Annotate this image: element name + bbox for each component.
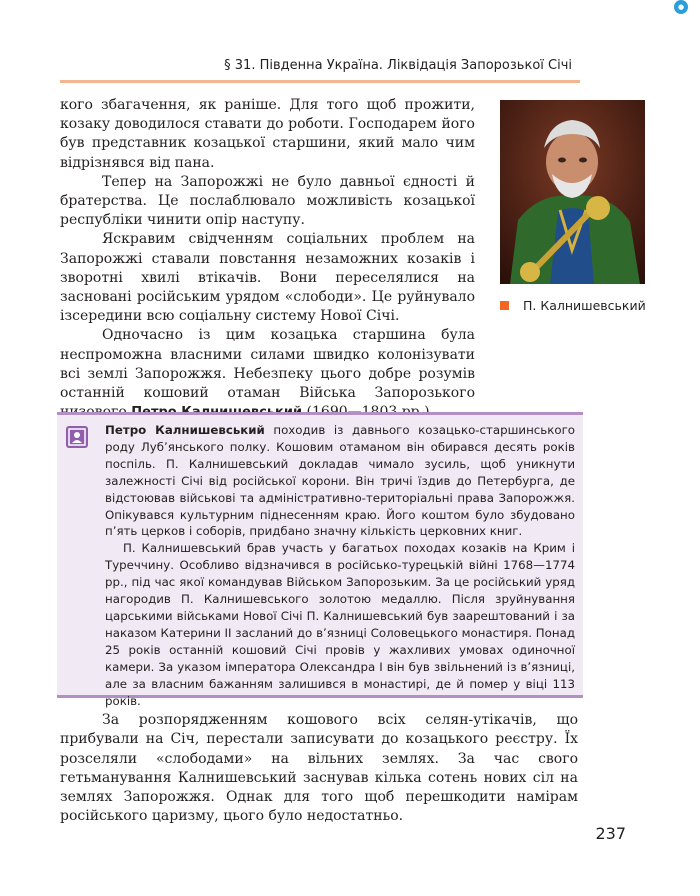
biography-name: Петро Калнишевський <box>105 423 265 437</box>
page-header <box>60 56 580 83</box>
publisher-logo-icon: ● <box>674 0 688 14</box>
biography-text <box>105 422 575 709</box>
person-card-icon <box>66 426 88 448</box>
biography-paragraph-2: П. Калнишевський брав участь у багатьох походах козаків на Крим і Туреччину. Особливо відзначився в російсько-турецькій війні 1768—1774 рр., під час якої командував Військом Запорозьким. За це російський уряд нагородив П. Калнишевського золотою медаллю. Після зруйнування царськими військами Нової Січі П. Калнишевський був заарештований і за наказом Катерини II засланий до вʼязниці Соловецького монастиря. Понад 25 років останній кошовий Січі провів у жахливих умовах одиночної камери. За указом імператора Олександра I він був звільнений із вʼязниці, але за власним бажанням залишився в монастирі, де й помер у віці 113 років. <box>105 541 575 708</box>
paragraph-4 <box>60 326 475 422</box>
page-number: 237 <box>595 824 626 843</box>
paragraph-4-start: Одночасно із цим козацька старшина була неспроможна власними силами швидко колонізувати всі землі Запорожжя. Небезпеку цього добре розумів останній кошовий отаман Війська Запорозького <box>60 327 475 402</box>
portrait-image <box>500 100 645 284</box>
paragraph-1: кого збагачення, як раніше. Для того щоб прожити, козаку доводилося ставати до роботи. Господарем його був представник козацької старшини, який мало чим відрізнявся від пана. <box>60 97 475 171</box>
biography-paragraph-1-text: походив із давнього козацько-старшинського роду Лубʼянського полку. Кошовим отаманом він обирався десять років поспіль. П. Калнишевський докладав чимало зусиль, щоб уникнути залежності Січі від російської корони. Він тричі їздив до Петербурга, де відстоював військові та адміністративно-територіальні права Запорожжя. Опікувався культурним піднесенням краю. Його коштом було збудовано пʼять церков і соборів, придбано значну кількість церковних книг. <box>105 423 576 539</box>
paragraph-3: Яскравим свідченням соціальних проблем на Запорожжі ставали повстання незаможних козаків і зворотні хвилі втікачів. Вони переселялися на засновані російським урядом «слободи». Це руйнувало ізсередини всю соціальну систему Нової Січі. <box>60 231 475 325</box>
section-title: § 31. Південна Україна. Ліквідація Запорозької Січі <box>224 58 572 73</box>
caption-marker-icon <box>500 301 509 310</box>
caption-text: П. Калнишевський <box>523 298 646 313</box>
closing-paragraph: За розпорядженням кошового всіх селян-утікачів, що прибували на Січ, перестали записувати до козацького реєстру. Їх розселяли «слободами» на вільних землях. За час свого гетьманування Калнишевський заснував кілька сотень нових сіл на землях Запорожжя. Однак для того щоб перешкодити намірам російського царизму, цього було недостатньо. <box>60 712 578 825</box>
paragraph-2: Тепер на Запорожжі не було давньої єдності й братерства. Це послаблювало можливість козацької республіки чинити опір наступу. <box>60 173 475 229</box>
portrait-caption <box>500 298 646 313</box>
biography-paragraph-1 <box>105 422 575 540</box>
portrait-illustration <box>500 100 645 284</box>
closing-text-block <box>60 711 578 827</box>
biography-icon <box>66 426 88 448</box>
main-text-block <box>60 96 475 422</box>
